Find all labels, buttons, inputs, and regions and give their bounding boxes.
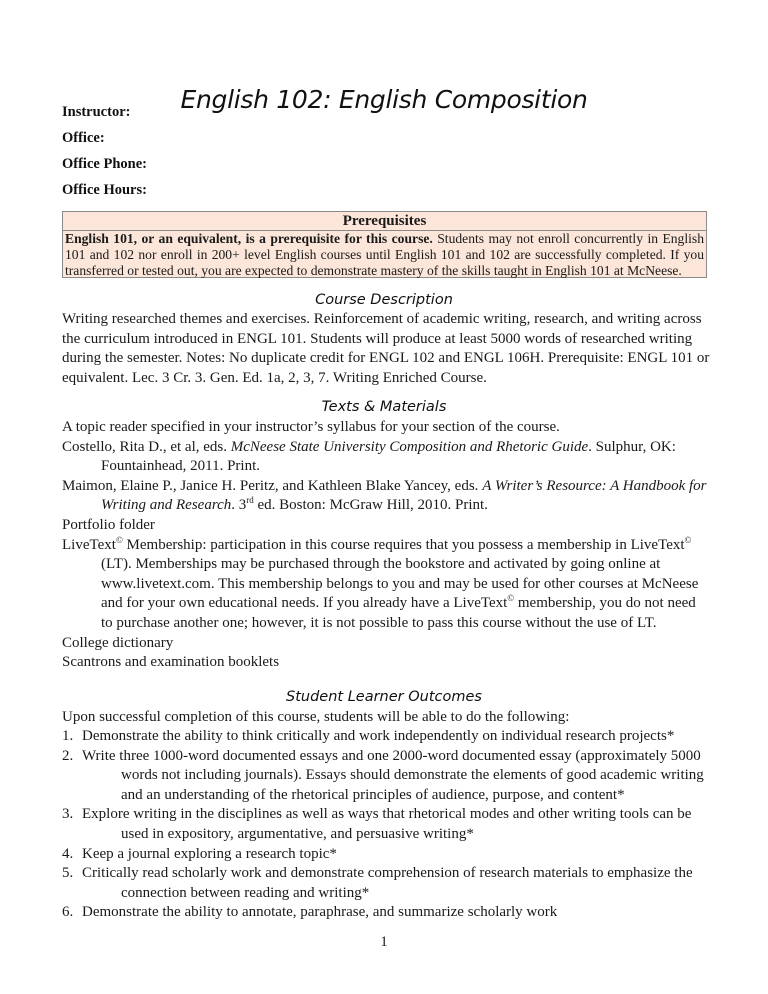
material-reader: A topic reader specified in your instructor’s syllabus for your section of the course. xyxy=(62,419,560,435)
citation-authors: Costello, Rita D., et al, eds. xyxy=(62,438,231,455)
list-item xyxy=(62,805,710,844)
citation-title: A Writer’s Resource: A Handbook for Writing and Research xyxy=(101,477,707,514)
office-phone-label: Office Phone: xyxy=(62,156,147,172)
copyright-icon: © xyxy=(507,593,515,604)
course-description-heading: Course Description xyxy=(315,292,453,308)
copyright-icon: © xyxy=(684,534,692,545)
citation-publisher: . Sulphur, OK: Fountainhead, 2011. Print. xyxy=(101,438,676,475)
list-number: 1. xyxy=(62,728,74,744)
texts-materials-heading: Texts & Materials xyxy=(321,399,447,415)
office-hours-label: Office Hours: xyxy=(62,182,147,198)
list-item xyxy=(62,747,710,806)
list-number: 2. xyxy=(62,747,74,764)
outcomes-list xyxy=(62,727,710,923)
instructor-label: Instructor: xyxy=(62,104,131,120)
list-text: Demonstrate the ability to think critically and work independently on individual research projects* xyxy=(82,728,675,744)
citation-title: McNeese State University Composition and Rhetoric Guide xyxy=(230,438,589,455)
material-costello xyxy=(62,438,710,477)
outcomes-heading: Student Learner Outcomes xyxy=(286,689,482,705)
material-maimon xyxy=(62,477,710,516)
livetext-name: LiveText xyxy=(62,536,116,553)
livetext-text: (LT). Memberships may be purchased through the bookstore and activated by going online at www.livetext.com. This membership belongs to you and may be used for other courses at McNeese and for your own educational needs. If you already have a LiveText xyxy=(101,556,699,612)
list-item xyxy=(62,903,710,923)
list-text: Write three 1000-word documented essays and one 2000-word documented essay (approximately 5000 words not including journals). Essays should demonstrate the elements of good academic writing and an understanding of the rhetorical principles of audience, purpose, and content* xyxy=(82,747,704,803)
prerequisites-heading: Prerequisites xyxy=(63,212,706,231)
material-portfolio: Portfolio folder xyxy=(62,516,155,533)
list-number: 4. xyxy=(62,845,74,862)
course-description-text: Writing researched themes and exercises. Reinforcement of academic writing, research, and writing across the curriculum introduced in ENGL 101. Students will produce at least 5000 words of researched writing during the semester. Notes: No duplicate credit for ENGL 102 and ENGL 106H. Prerequisite: ENGL 101 or equivalent. Lec. 3 Cr. 3. Gen. Ed. 1a, 2, 3, 7. Writing Enriched Course. xyxy=(62,311,710,386)
list-number: 5. xyxy=(62,865,74,882)
list-item xyxy=(62,845,710,865)
citation-edition: . 3 xyxy=(231,497,247,514)
list-text: Critically read scholarly work and demonstrate comprehension of research materials to emphasize the connection between reading and writing* xyxy=(82,865,693,901)
livetext-text: Membership: participation in this course requires that you possess a membership in LiveText xyxy=(122,536,685,553)
material-scantrons: Scantrons and examination booklets xyxy=(62,654,280,671)
list-item xyxy=(62,864,710,903)
outcomes-intro: Upon successful completion of this course, students will be able to do the following: xyxy=(62,709,570,725)
texts-materials-list xyxy=(62,418,710,673)
page-title: English 102: English Composition xyxy=(180,84,588,114)
list-text: Demonstrate the ability to annotate, paraphrase, and summarize scholarly work xyxy=(82,904,558,921)
list-item xyxy=(62,727,710,747)
prerequisites-text xyxy=(63,231,706,279)
citation-publisher: ed. Boston: McGraw Hill, 2010. Print. xyxy=(253,497,488,514)
list-text: Explore writing in the disciplines as well as ways that rhetorical modes and other writing tools can be used in expository, argumentative, and persuasive writing* xyxy=(82,806,692,842)
page-number: 1 xyxy=(380,934,388,950)
copyright-icon: © xyxy=(115,534,123,545)
office-label: Office: xyxy=(62,130,105,146)
prerequisites-box xyxy=(62,211,707,278)
material-livetext xyxy=(62,536,710,634)
list-number: 3. xyxy=(62,806,74,823)
citation-authors: Maimon, Elaine P., Janice H. Peritz, and Kathleen Blake Yancey, eds. xyxy=(62,477,483,494)
livetext-text: membership, you do not need to purchase another one; however, it is not possible to pass this course without the use of LT. xyxy=(101,595,696,631)
prerequisites-body-text: Students may not enroll concurrently in English 101 and 102 nor enroll in 200+ level English courses until English 101 and 102 are successfully completed. If you transferred or tested out, you are expected to demonstrate mastery of the skills taught in English 101 at McNeese. xyxy=(65,231,704,278)
prerequisites-bold-text: English 101, or an equivalent, is a prerequisite for this course. xyxy=(65,231,433,246)
list-number: 6. xyxy=(62,904,74,921)
list-text: Keep a journal exploring a research topic* xyxy=(82,845,337,862)
edition-superscript: rd xyxy=(246,495,254,506)
material-dictionary: College dictionary xyxy=(62,634,174,651)
